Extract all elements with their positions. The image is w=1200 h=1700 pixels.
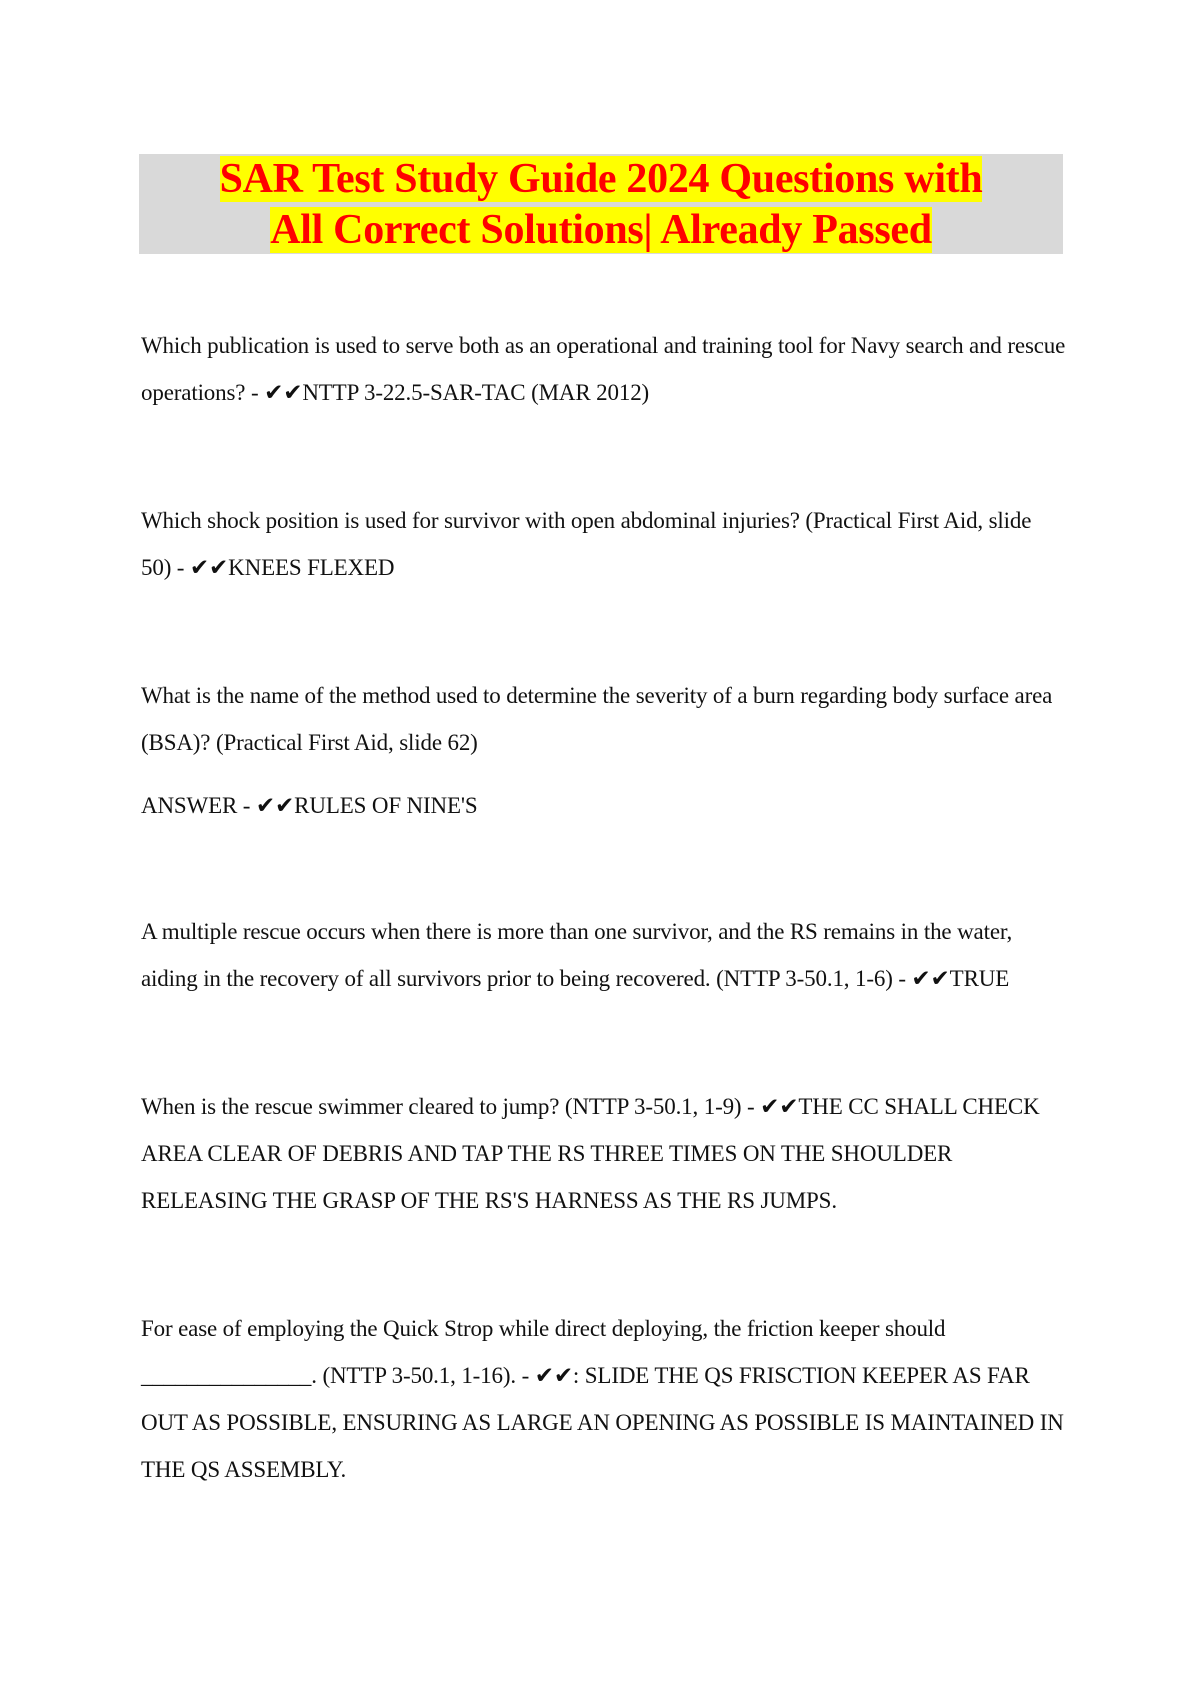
- document-title: SAR Test Study Guide 2024 Questions with All Correct Solutions| Already Passed: [219, 156, 983, 253]
- qa-item-6: [141, 1305, 1066, 1493]
- qa-item-1: [141, 322, 1066, 416]
- qa-text: When is the rescue swimmer cleared to jump? (NTTP 3-50.1, 1-9) - ✔✔THE CC SHALL CHECK AREA CLEAR OF DEBRIS AND TAP THE RS THREE TIMES ON THE SHOULDER RELEASING THE GRASP OF THE RS'S HARNESS AS THE RS JUMPS.: [141, 1094, 1040, 1213]
- qa-answer: ANSWER - ✔✔RULES OF NINE'S: [141, 793, 478, 818]
- qa-item-4: [141, 908, 1066, 1002]
- qa-text: Which shock position is used for survivor with open abdominal injuries? (Practical First Aid, slide 50) - ✔✔KNEES FLEXED: [141, 508, 1032, 580]
- qa-text: For ease of employing the Quick Strop while direct deploying, the friction keeper should _______________. (NTTP 3-50.1, 1-16). - ✔✔: SLIDE THE QS FRISCTION KEEPER AS FAR OUT AS POSSIBLE, ENSURING AS LARGE AN OPENING AS POSSIBLE IS MAINTAINED IN THE QS ASSEMBLY.: [141, 1316, 1064, 1482]
- title-banner: [139, 154, 1063, 254]
- qa-item-3: [141, 672, 1066, 829]
- qa-text: Which publication is used to serve both as an operational and training tool for Navy search and rescue operations? - ✔✔NTTP 3-22.5-SAR-TAC (MAR 2012): [141, 333, 1066, 405]
- qa-text: A multiple rescue occurs when there is more than one survivor, and the RS remains in the water, aiding in the recovery of all survivors prior to being recovered. (NTTP 3-50.1, 1-6) - ✔✔TRUE: [141, 919, 1013, 991]
- qa-item-2: [141, 497, 1066, 591]
- qa-text: What is the name of the method used to determine the severity of a burn regarding body surface area (BSA)? (Practical First Aid, slide 62): [141, 683, 1053, 755]
- qa-item-5: [141, 1083, 1066, 1224]
